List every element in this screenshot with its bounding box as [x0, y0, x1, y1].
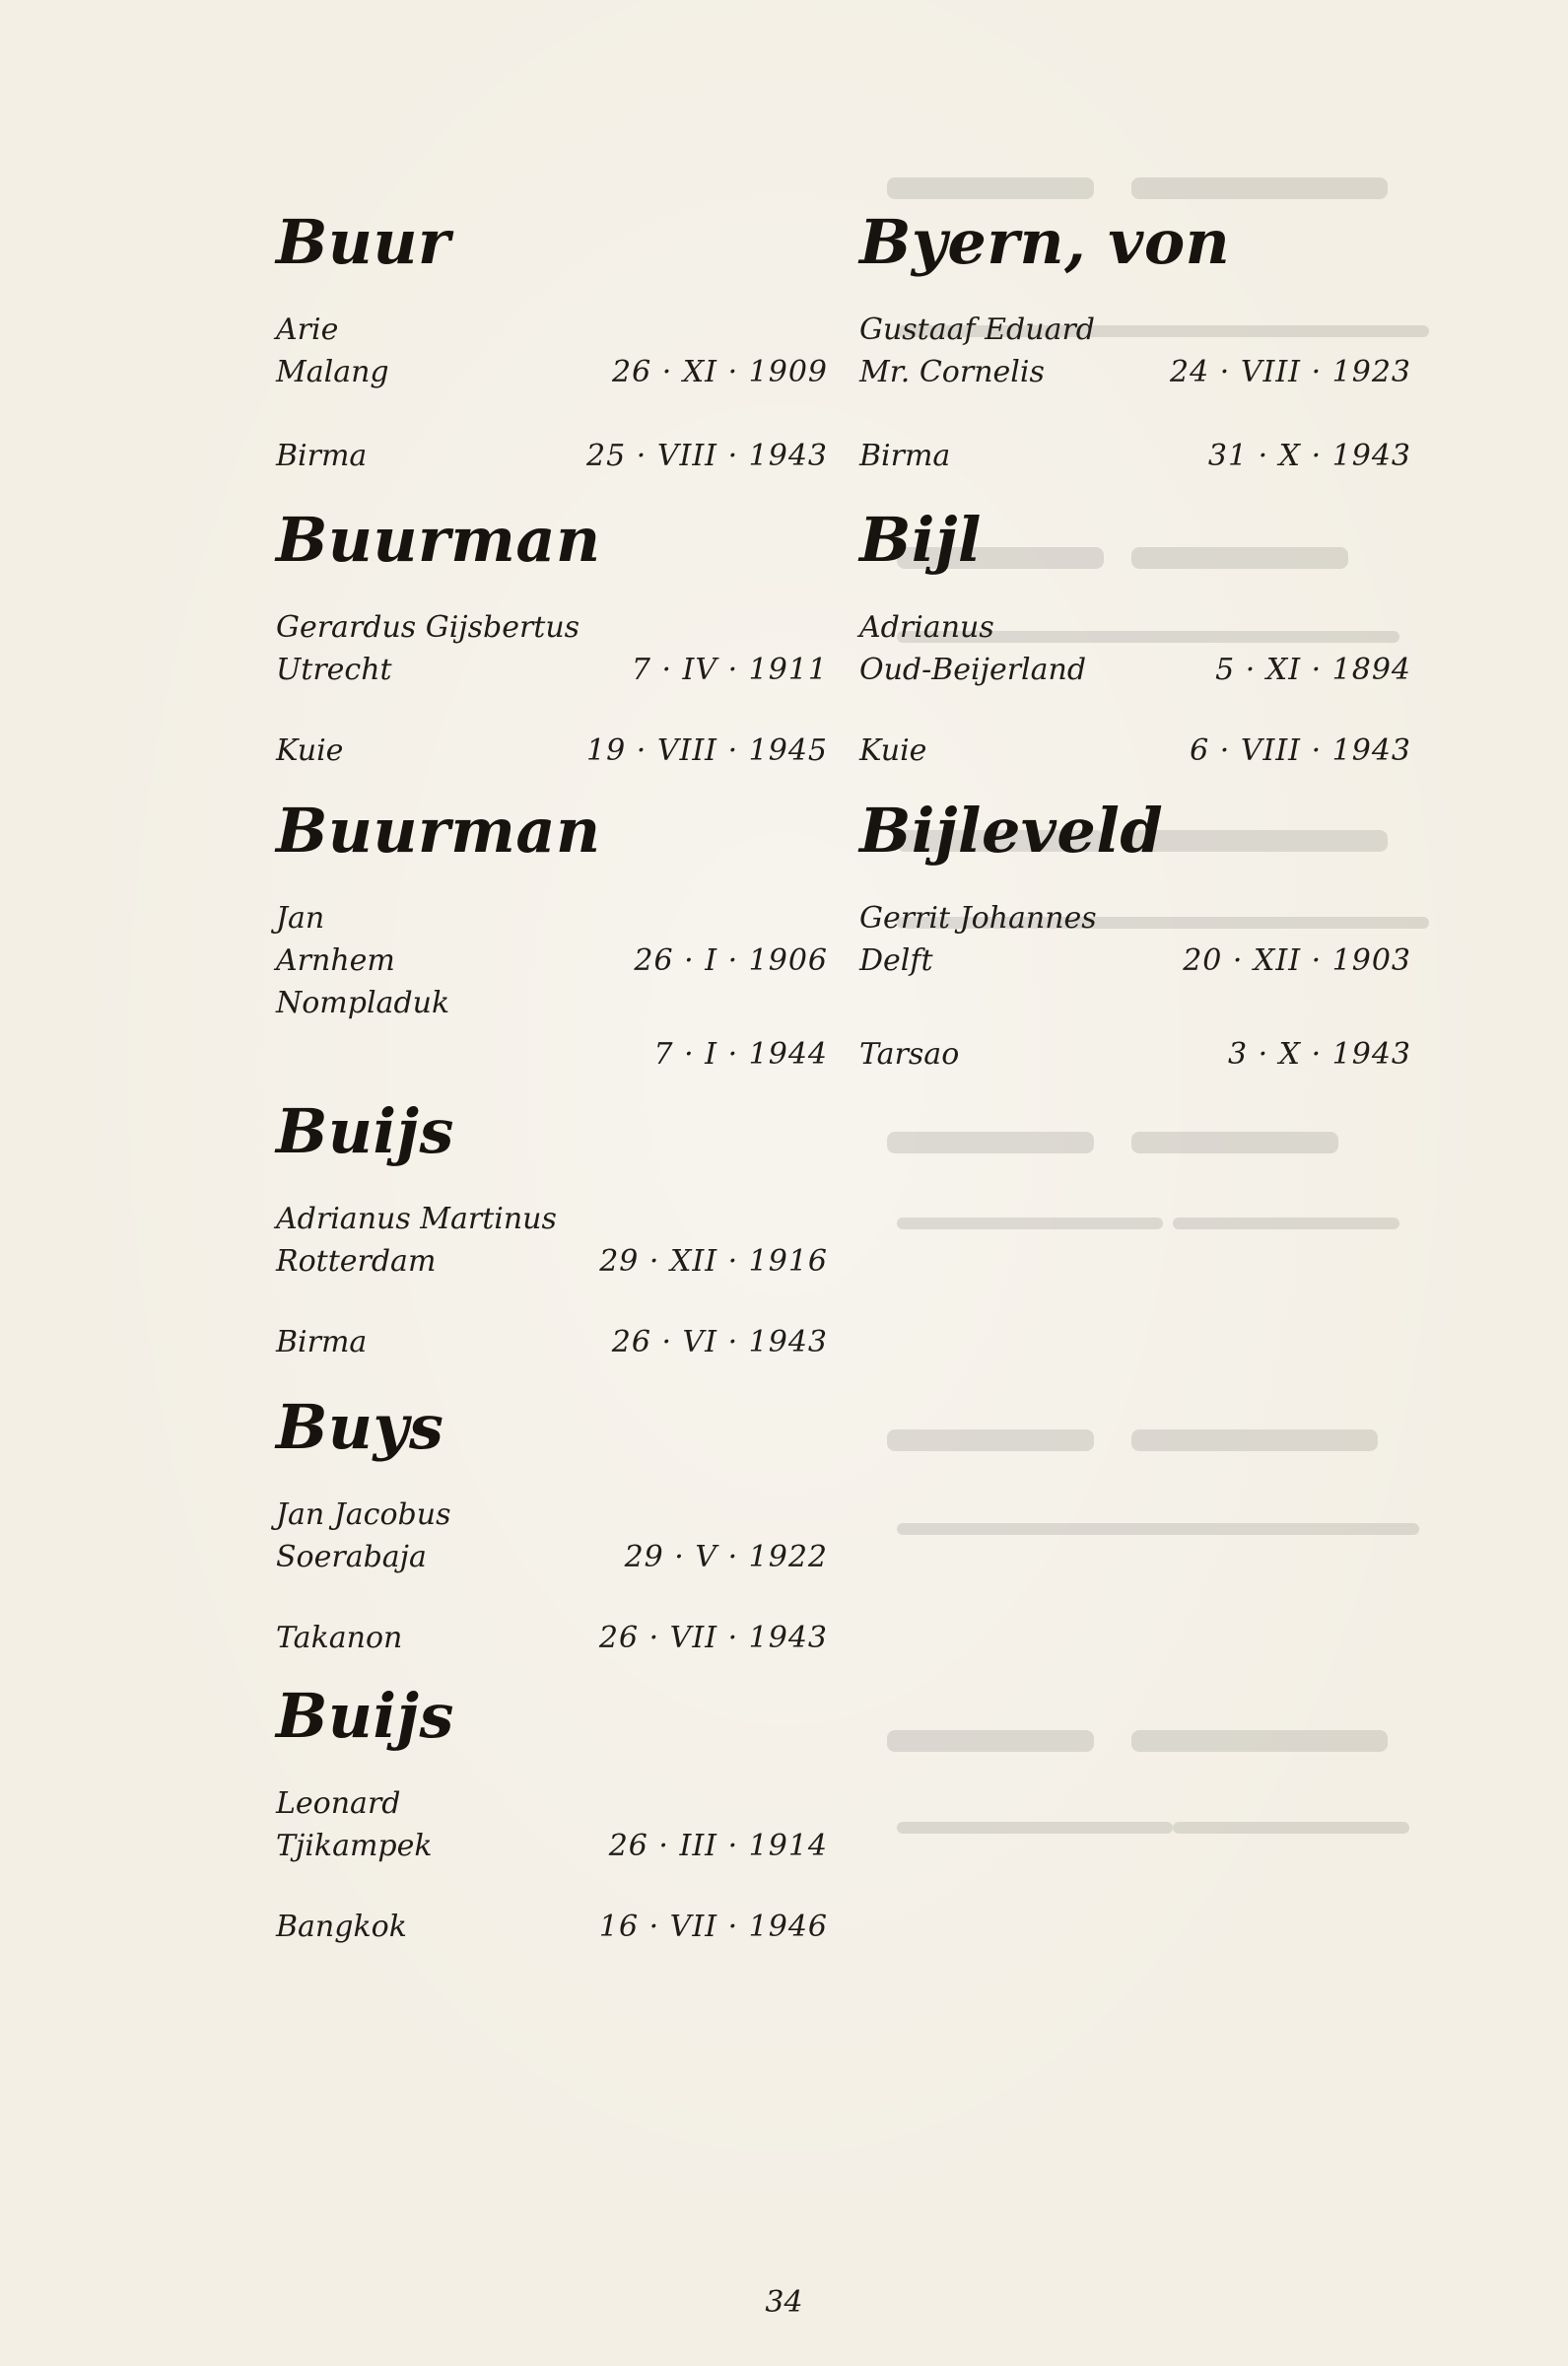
birth-place: Delft: [859, 943, 933, 978]
right-column: [859, 0, 1411, 2366]
birth-place: Rotterdam: [276, 1244, 437, 1279]
surname: Buys: [276, 1391, 444, 1463]
given-names: Leonard: [276, 1786, 401, 1821]
death-date: 7 · I · 1944: [653, 1037, 828, 1072]
birth-date: 29 · XII · 1916: [599, 1244, 828, 1279]
given-names: Adrianus: [859, 610, 994, 645]
given-names: Adrianus Martinus: [276, 1202, 557, 1236]
birth-place: Utrecht: [276, 653, 392, 687]
birth-place: Oud-Beijerland: [859, 653, 1087, 687]
death-place: Birma: [276, 439, 368, 473]
surname: Byern, von: [859, 206, 1231, 278]
left-column: [276, 0, 828, 2366]
given-names: Gerrit Johannes: [859, 901, 1097, 936]
surname: Buur: [276, 206, 451, 278]
birth-date: 29 · V · 1922: [624, 1540, 828, 1574]
birth-place: Mr. Cornelis: [859, 355, 1045, 389]
death-date: 16 · VII · 1946: [598, 1910, 828, 1944]
birth-date: 26 · XI · 1909: [612, 355, 828, 389]
death-date: 31 · X · 1943: [1207, 439, 1411, 473]
death-place: Tarsao: [859, 1037, 960, 1072]
given-names: Gustaaf Eduard: [859, 313, 1096, 347]
birth-date: 5 · XI · 1894: [1215, 653, 1411, 687]
surname: Buurman: [276, 795, 601, 867]
birth-date: 26 · III · 1914: [608, 1829, 828, 1863]
death-date: 19 · VIII · 1945: [586, 733, 828, 768]
surname: Bijleveld: [859, 795, 1164, 867]
death-date: 6 · VIII · 1943: [1190, 733, 1411, 768]
surname: Buurman: [276, 504, 601, 576]
death-place: Takanon: [276, 1621, 403, 1655]
death-place: Bangkok: [276, 1910, 407, 1944]
given-names: Jan: [276, 901, 325, 936]
birth-date: 7 · IV · 1911: [631, 653, 828, 687]
surname: Buijs: [276, 1095, 454, 1167]
given-names: Arie: [276, 313, 339, 347]
death-place: Nompladuk: [276, 986, 450, 1020]
birth-place: Tjikampek: [276, 1829, 433, 1863]
birth-place: Arnhem: [276, 943, 395, 978]
given-names: Jan Jacobus: [276, 1497, 451, 1532]
death-date: 26 · VII · 1943: [598, 1621, 828, 1655]
death-place: Birma: [859, 439, 951, 473]
page-number: 34: [765, 2285, 803, 2320]
surname: Buijs: [276, 1680, 454, 1752]
death-date: 3 · X · 1943: [1227, 1037, 1411, 1072]
death-date: 26 · VI · 1943: [611, 1325, 828, 1359]
birth-date: 26 · I · 1906: [634, 943, 828, 978]
birth-date: 24 · VIII · 1923: [1170, 355, 1411, 389]
surname: Bijl: [859, 504, 982, 576]
birth-place: Malang: [276, 355, 389, 389]
given-names: Gerardus Gijsbertus: [276, 610, 580, 645]
death-date: 25 · VIII · 1943: [586, 439, 828, 473]
death-place: Kuie: [276, 733, 344, 768]
birth-place: Soerabaja: [276, 1540, 427, 1574]
death-place: Kuie: [859, 733, 927, 768]
birth-date: 20 · XII · 1903: [1183, 943, 1411, 978]
death-place: Birma: [276, 1325, 368, 1359]
